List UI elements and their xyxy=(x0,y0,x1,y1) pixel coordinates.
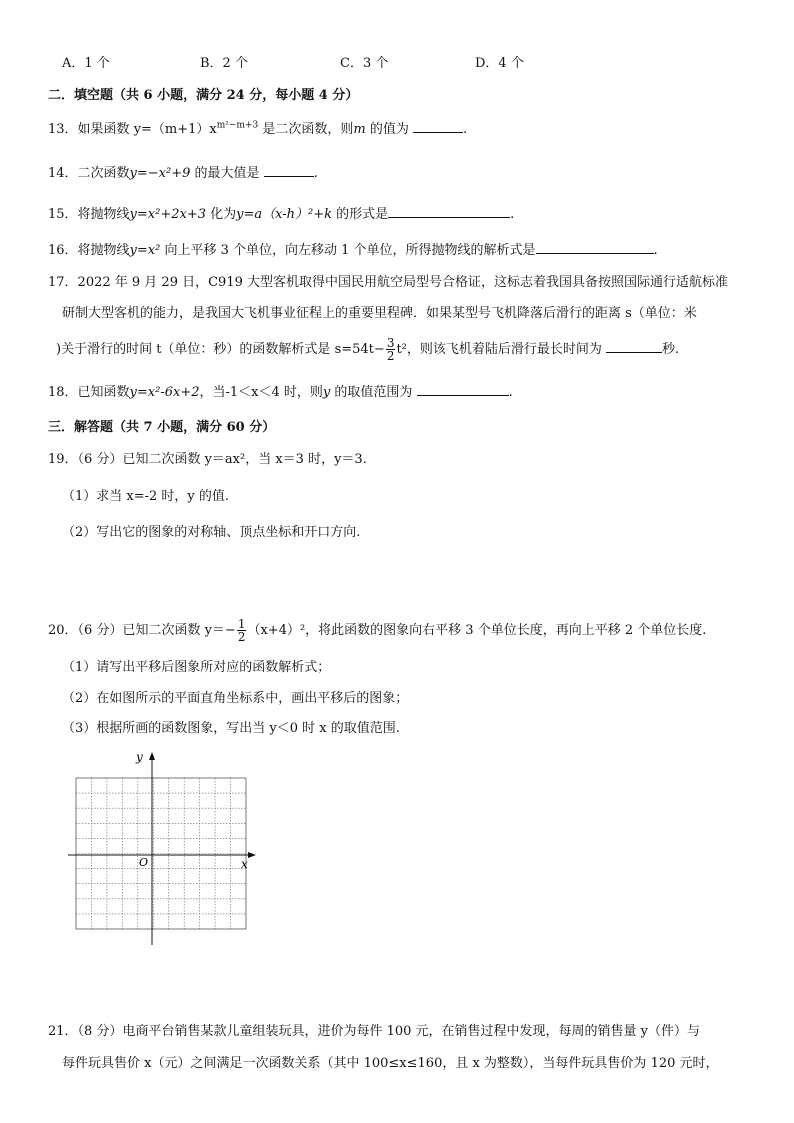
option-a: A．1 个 xyxy=(62,56,110,71)
option-d: D．4 个 xyxy=(475,56,524,71)
option-c: C．3 个 xyxy=(340,56,389,71)
question-20-part2: （2）在如图所示的平面直角坐标系中，画出平移后的图象； xyxy=(62,691,409,706)
fraction: $\frac{3}{2}$ xyxy=(386,336,395,363)
question-15: 15．将抛物线y=x²+2x+3 化为y=a（x-h）²+k 的形式是 . xyxy=(48,207,515,222)
question-21-line1: 21．（8 分）电商平台销售某款儿童组装玩具，进价为每件 100 元，在销售过程中发现，每周的销售量 y（件）与 xyxy=(48,1024,701,1039)
grid-lines xyxy=(76,778,246,929)
answer-blank[interactable] xyxy=(417,383,509,396)
question-16: 16．将抛物线y=x² 向上平移 3 个单位，向左移动 1 个单位，所得抛物线的解析式是 . xyxy=(48,243,658,258)
answer-blank[interactable] xyxy=(413,120,463,133)
answer-blank[interactable] xyxy=(606,340,662,353)
section-title: 三．解答题（共 7 小题，满分 60 分） xyxy=(48,420,276,435)
question-14: 14．二次函数y=−x²+9 的最大值是 . xyxy=(48,166,318,181)
x-axis-arrow-icon xyxy=(248,852,256,858)
question-17-line2: 研制大型客机的能力，是我国大飞机事业征程上的重要里程碑．如果某型号飞机降落后滑行的距离 s（单位：米 xyxy=(62,306,697,321)
question-20-part1: （1）请写出平移后图象所对应的函数解析式； xyxy=(62,660,331,675)
question-21-line2: 每件玩具售价 x（元）之间满足一次函数关系（其中 100≤x≤160，且 x 为整数），当每件玩具售价为 120 元时， xyxy=(62,1056,719,1071)
question-19-part2: （2）写出它的图象的对称轴、顶点坐标和开口方向. xyxy=(62,525,361,540)
x-axis-label: x xyxy=(241,857,248,871)
question-17-line3: )关于滑行的时间 t（单位：秒）的函数解析式是 s=54t− $\frac{3}{2}$ t²，则该飞机着陆后滑行最长时间为 秒. xyxy=(56,336,680,363)
option-b: B．2 个 xyxy=(200,56,248,71)
question-19-part1: （1）求当 x=-2 时，y 的值. xyxy=(62,489,230,504)
question-19-stem: 19．（6 分）已知二次函数 y＝ax²，当 x＝3 时，y＝3. xyxy=(48,452,367,467)
question-20-stem: 20．（6 分）已知二次函数 y＝− $\frac{1}{2}$ （x+4）²，将此函数的图象向右平移 3 个单位长度，再向上平移 2 个单位长度. xyxy=(48,617,707,644)
question-13: 13．如果函数 $y=(m+1)x^{m^2-m+3}$ 是二次函数，则m 的值为 . xyxy=(48,120,468,137)
answer-blank[interactable] xyxy=(388,205,510,218)
question-17-line1: 17．2022 年 9 月 29 日，C919 大型客机取得中国民用航空局型号合格证，这标志着我国具备按照国际通行适航标准 xyxy=(48,275,728,290)
fraction: $\frac{1}{2}$ xyxy=(237,617,246,644)
y-axis-arrow-icon xyxy=(149,752,155,760)
section-title: 二．填空题（共 6 小题，满分 24 分，每小题 4 分） xyxy=(48,88,359,103)
answer-blank[interactable] xyxy=(536,241,654,254)
question-20-part3: （3）根据所画的函数图象，写出当 y＜0 时 x 的取值范围. xyxy=(62,721,400,736)
question-18: 18．已知函数y=x²-6x+2，当-1＜x＜4 时，则y 的取值范围为 . xyxy=(48,385,513,400)
coordinate-grid xyxy=(60,742,270,952)
origin-label: O xyxy=(139,856,149,869)
y-axis-label: y xyxy=(136,750,143,764)
answer-blank[interactable] xyxy=(264,164,314,177)
